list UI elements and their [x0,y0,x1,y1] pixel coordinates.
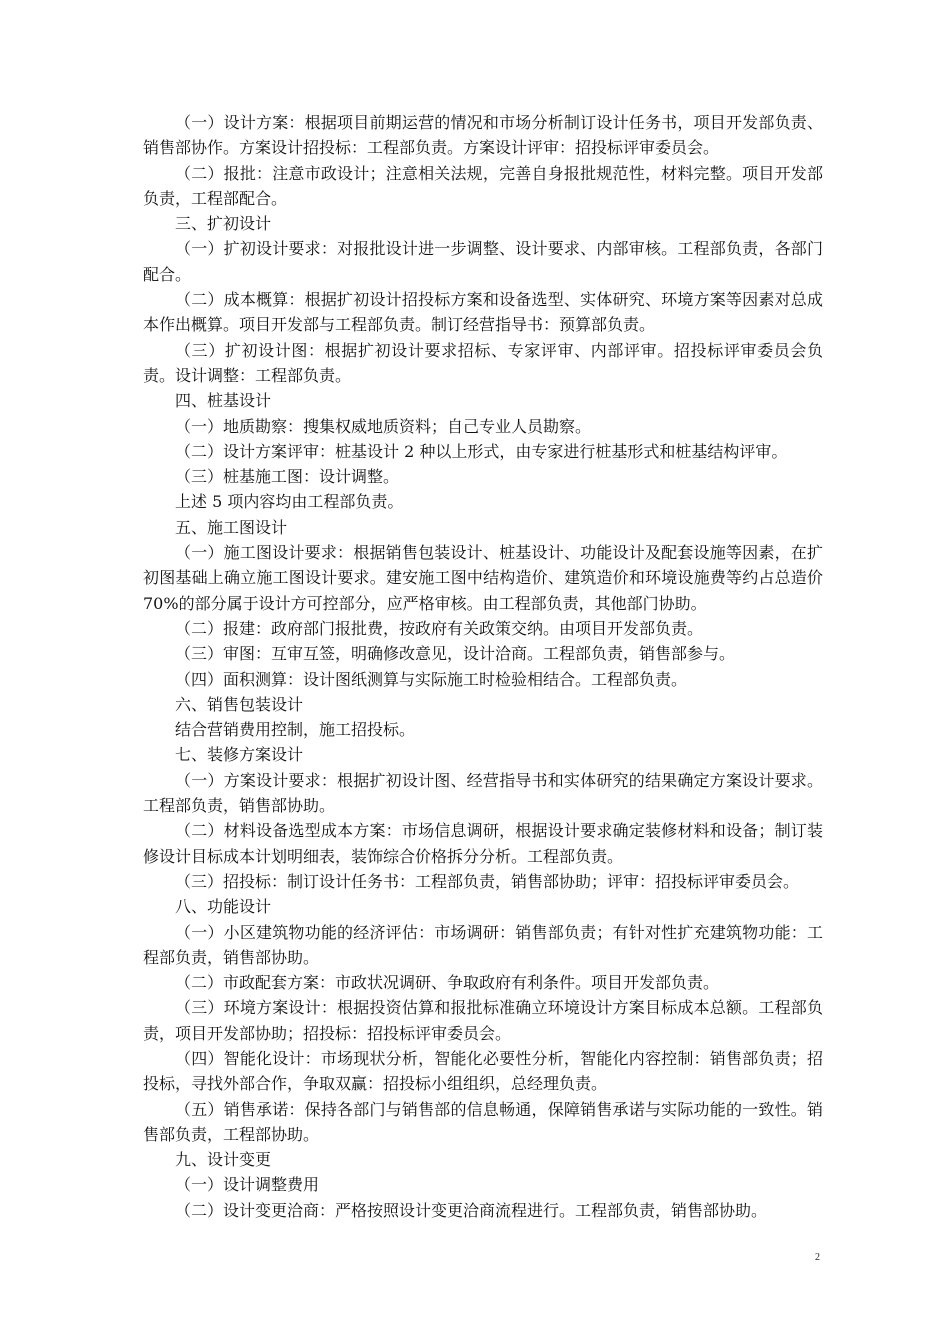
section-heading-design-change: 九、设计变更 [175,1150,272,1170]
section-heading-decoration-design: 七、装修方案设计 [175,745,304,765]
paragraph-drawing-review: （三）审图：互审互签，明确修改意见，设计洽商。工程部负责，销售部参与。 [175,644,736,664]
paragraph-municipal-facilities: （二）市政配套方案：市政状况调研、争取政府有利条件。项目开发部负责。 [175,973,720,993]
page-number: 2 [815,1252,820,1263]
paragraph-change-negotiation: （二）设计变更洽商：严格按照设计变更洽商流程进行。工程部负责，销售部协助。 [175,1200,768,1220]
section-heading-pile-design: 四、桩基设计 [175,391,272,411]
paragraph-scheme-review: （二）设计方案评审：桩基设计 2 种以上形式，由专家进行桩基形式和桩基结构评审。 [175,441,788,461]
paragraph-preliminary-requirements: （一）扩初设计要求：对报批设计进一步调整、设计要求、内部审核。工程部负责，各部门配合。 [143,239,823,284]
paragraph-decoration-bidding: （三）招投标：制订设计任务书：工程部负责，销售部协助；评审：招投标评审委员会。 [175,871,800,891]
paragraph-construction-requirements: （一）施工图设计要求：根据销售包装设计、桩基设计、功能设计及配套设施等因素，在扩初图基础上确立施工图设计要求。建安施工图中结构造价、建筑造价和环境设施费等约占总造价 70%的部分属于设计方可控部分，应严格审核。由工程部负责，其他部门协助。 [143,543,823,613]
paragraph-area-measurement: （四）面积测算：设计图纸测算与实际施工时检验相结合。工程部负责。 [175,669,688,689]
paragraph-smart-design: （四）智能化设计：市场现状分析，智能化必要性分析，智能化内容控制：销售部负责；招投标，寻找外部合作，争取双赢：招投标小组组织，总经理负责。 [143,1048,823,1094]
section-heading-functional-design: 八、功能设计 [175,897,272,917]
paragraph-environment-design: （三）环境方案设计：根据投资估算和报批标准确立环境设计方案目标成本总额。工程部负责，项目开发部协助；招投标：招投标评审委员会。 [143,998,823,1043]
paragraph-design-scheme: （一）设计方案：根据项目前期运营的情况和市场分析制订设计任务书，项目开发部负责、销售部协作。方案设计招投标：工程部负责。方案设计评审：招投标评审委员会。 [143,113,823,158]
paragraph-cost-estimate: （二）成本概算：根据扩初设计招投标方案和设备选型、实体研究、环境方案等因素对总成本作出概算。项目开发部与工程部负责。制订经营指导书：预算部负责。 [143,290,823,335]
section-heading-sales-packaging: 六、销售包装设计 [175,694,304,714]
paragraph-material-selection: （二）材料设备选型成本方案：市场信息调研，根据设计要求确定装修材料和设备；制订装修设计目标成本计划明细表，装饰综合价格拆分分析。工程部负责。 [143,821,823,866]
section-heading-preliminary-design: 三、扩初设计 [175,214,272,234]
paragraph-sales-commitment: （五）销售承诺：保持各部门与销售部的信息畅通，保障销售承诺与实际功能的一致性。销售部负责，工程部协助。 [143,1099,823,1144]
paragraph-sales-packaging: 结合营销费用控制，施工招投标。 [175,720,416,740]
paragraph-pile-drawings: （三）桩基施工图：设计调整。 [175,467,400,487]
paragraph-approval: （二）报批：注意市政设计；注意相关法规，完善自身报批规范性，材料完整。项目开发部负责，工程部配合。 [143,163,823,208]
section-heading-construction-drawings: 五、施工图设计 [175,517,288,537]
document-body [143,110,823,1223]
paragraph-geological-survey: （一）地质勘察：搜集权威地质资料；自己专业人员勘察。 [175,416,592,436]
paragraph-filing: （二）报建：政府部门报批费，按政府有关政策交纳。由项目开发部负责。 [175,618,704,638]
paragraph-decoration-requirements: （一）方案设计要求：根据扩初设计图、经营指导书和实体研究的结果确定方案设计要求。工程部负责，销售部协助。 [143,770,823,816]
paragraph-economic-evaluation: （一）小区建筑物功能的经济评估：市场调研：销售部负责；有针对性扩充建筑物功能：工程部负责，销售部协助。 [143,922,823,967]
paragraph-preliminary-drawings: （三）扩初设计图：根据扩初设计要求招标、专家评审、内部评审。招投标评审委员会负责。设计调整：工程部负责。 [143,340,823,385]
paragraph-adjustment-cost: （一）设计调整费用 [175,1175,320,1195]
paragraph-pile-summary: 上述 5 项内容均由工程部负责。 [175,492,404,512]
